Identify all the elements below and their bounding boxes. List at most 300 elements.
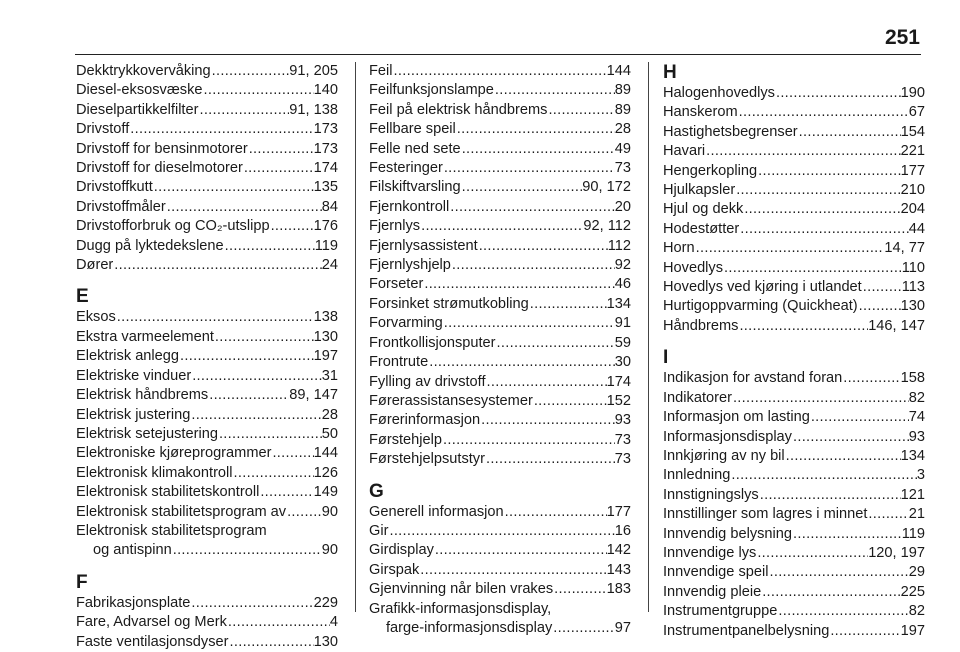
leader-dots [480,411,615,430]
index-entry [369,353,631,372]
index-term: Drivstoff for bensinmotorer [76,140,248,157]
index-pages: 91, 138 [289,101,338,118]
index-entry [76,101,338,120]
index-term: Forvarming [369,315,443,332]
leader-dots [218,425,322,444]
index-term: Drivstoffkutt [76,179,153,196]
index-term: Girspak [369,561,420,578]
index-pages: 73 [614,431,631,448]
leader-dots [486,373,607,392]
index-term: Hanskerom [663,104,738,121]
index-pages: 16 [614,522,631,539]
index-pages: 120, 197 [868,544,925,561]
index-entry [663,123,925,142]
index-term: Eksos [76,309,116,326]
index-pages: 110 [901,259,925,276]
index-entry [663,466,925,485]
leader-dots [862,278,902,297]
column-separator [355,62,356,612]
index-entry [369,619,631,638]
index-entry [663,84,925,103]
leader-dots [116,308,314,327]
index-term: Håndbrems [663,317,739,334]
index-pages: 138 [313,309,338,326]
leader-dots [730,466,917,485]
index-pages: 90, 172 [582,179,631,196]
leader-dots [792,428,909,447]
leader-dots [129,120,313,139]
index-term: Drivstofforbruk og CO₂-utslipp [76,218,270,235]
index-pages: 176 [313,218,338,235]
index-term: Innstillinger som lagres i minnet [663,506,868,523]
index-term: Hovedlys [663,259,724,276]
leader-dots [504,503,607,522]
index-pages: 177 [606,503,631,520]
index-entry [663,505,925,524]
leader-dots [768,563,908,582]
index-pages: 144 [606,63,631,79]
index-pages: 4 [329,614,338,631]
index-entry [76,503,338,522]
index-entry [76,217,338,236]
index-term: Hovedlys ved kjøring i utlandet [663,279,862,296]
index-pages: 50 [321,425,338,442]
index-pages: 28 [614,121,631,138]
index-entry [663,602,925,621]
index-pages: 142 [606,542,631,559]
leader-dots [208,386,289,405]
index-term: Informasjon om lasting [663,409,810,426]
index-entry [76,328,338,347]
index-pages: 84 [321,198,338,215]
leader-dots [757,162,901,181]
index-term: Elektrisk setejustering [76,425,218,442]
leader-dots [434,541,607,560]
index-pages: 28 [321,406,338,423]
index-entry [663,317,925,336]
index-term: Girdisplay [369,542,434,559]
leader-dots [270,217,314,236]
index-entry [663,103,925,122]
column-separator [648,62,649,612]
leader-dots [739,220,909,239]
index-entry [76,464,338,483]
index-pages: 90 [321,503,338,520]
index-entry [663,369,925,388]
leader-dots [420,217,583,236]
index-term: Dieselpartikkelfilter [76,101,199,118]
index-pages: 44 [908,220,925,237]
leader-dots [792,525,902,544]
index-pages: 135 [313,179,338,196]
leader-dots [179,347,314,366]
index-entry [76,483,338,502]
index-term: Elektrisk håndbrems [76,387,209,404]
index-term: Innvendig pleie [663,583,762,600]
index-term: Festeringer [369,160,443,177]
index-entry [663,297,925,316]
index-term: Drivstoffmåler [76,198,166,215]
leader-dots [738,103,909,122]
index-entry [663,220,925,239]
index-entry [663,200,925,219]
leader-dots [738,317,868,336]
index-pages: 177 [900,162,925,179]
index-term: Innvendige lys [663,544,757,561]
leader-dots [451,256,615,275]
index-term: Instrumentpanelbelysning [663,622,830,639]
index-term: Indikasjon for avstand foran [663,370,843,387]
index-entry [76,198,338,217]
index-pages: 143 [606,561,631,578]
index-pages: 225 [900,583,925,600]
index-pages: 197 [313,348,338,365]
leader-dots [829,622,900,641]
leader-dots [547,101,614,120]
leader-dots [388,522,614,541]
index-entry [369,159,631,178]
index-pages: 29 [908,564,925,581]
index-term: farge-informasjonsdisplay [386,619,553,636]
index-entry [663,525,925,544]
index-term: Filskiftvarsling [369,179,461,196]
index-column-1 [76,62,338,652]
index-term: Elektrisk anlegg [76,348,180,365]
index-pages: 197 [900,622,925,639]
index-term: Instrumentgruppe [663,603,778,620]
leader-dots [419,561,606,580]
index-entry [369,62,631,81]
index-term: Drivstoff for dieselmotorer [76,160,243,177]
index-term: Frontkollisjonsputer [369,334,496,351]
leader-dots [286,503,322,522]
leader-dots [461,178,583,197]
index-term: Informasjonsdisplay [663,428,792,445]
leader-dots [529,295,607,314]
index-term: Dører [76,257,114,274]
section-letter: H [663,62,677,83]
leader-dots [759,486,901,505]
index-pages: 31 [321,367,338,384]
index-entry [663,622,925,641]
index-term: Gjenvinning når bilen vrakes [369,581,554,598]
index-term: Fjernkontroll [369,198,450,215]
index-entry [369,275,631,294]
index-term: Halogenhovedlys [663,85,775,101]
index-entry [663,544,925,563]
leader-dots [867,505,908,524]
section-letter: G [369,480,384,502]
index-term: Innledning [663,467,731,484]
index-entry [76,541,338,560]
index-pages: 154 [900,123,925,140]
index-pages: 158 [900,370,925,387]
index-term: Fjernlys [369,218,421,235]
leader-dots [227,613,330,632]
index-term: Drivstoff [76,121,130,138]
index-pages: 126 [313,464,338,481]
index-pages: 174 [313,160,338,177]
index-term: Hjul og dekk [663,201,744,218]
index-pages: 30 [614,354,631,371]
leader-dots [478,237,608,256]
index-term: Feil på elektrisk håndbrems [369,101,548,118]
index-pages: 130 [313,633,338,650]
index-entry [663,239,925,258]
leader-dots [735,181,900,200]
index-term: Hurtigoppvarming (Quickheat) [663,298,858,315]
index-entry [76,613,338,632]
index-column-3 [663,62,925,641]
index-entry [369,522,631,541]
index-term: Hengerkopling [663,162,758,179]
leader-dots [723,259,902,278]
index-entry [663,428,925,447]
index-entry [663,447,925,466]
index-term: Dekktrykkovervåking [76,63,211,79]
leader-dots [494,81,615,100]
index-term: Fjernlysassistent [369,237,478,254]
leader-dots [243,159,314,178]
index-pages: 190 [900,85,925,101]
index-term: Horn [663,240,695,257]
index-pages: 149 [313,484,338,501]
leader-dots [190,594,313,613]
index-term: Innstigningslys [663,486,759,503]
index-pages: 82 [908,389,925,406]
leader-dots [485,450,615,469]
index-pages: 93 [908,428,925,445]
index-pages: 204 [900,201,925,218]
index-entry [663,181,925,200]
index-entry [663,389,925,408]
index-pages: 90 [321,542,338,559]
index-entry [369,314,631,333]
index-pages: 92, 112 [583,218,631,235]
index-pages: 119 [314,237,338,254]
index-pages: 49 [614,140,631,157]
leader-dots [842,369,900,388]
index-pages: 210 [900,182,925,199]
leader-dots [798,123,901,142]
index-term: Førerinformasjon [369,412,481,429]
index-entry [369,120,631,139]
index-entry [369,334,631,353]
index-term: Fellbare speil [369,121,456,138]
index-entry [369,541,631,560]
leader-dots [858,297,901,316]
index-entry [663,563,925,582]
index-entry [663,142,925,161]
index-pages: 92 [614,257,631,274]
index-pages: 146, 147 [868,317,925,334]
index-entry [369,450,631,469]
index-pages: 173 [313,121,338,138]
leader-dots [229,633,314,652]
leader-dots [533,392,607,411]
index-pages: 24 [321,257,338,274]
index-pages: 152 [606,392,631,409]
index-term: Gir [369,522,389,539]
index-entry [369,580,631,599]
index-term: Elektronisk stabilitetskontroll [76,484,260,501]
index-pages: 174 [606,373,631,390]
index-pages: 134 [900,447,925,464]
section-letter: I [663,347,669,369]
index-term: Innkjøring av ny bil [663,447,785,464]
index-pages: 59 [614,334,631,351]
index-term: Elektronisk stabilitetsprogram av [76,503,287,520]
index-term: Diesel-eksosvæske [76,82,203,99]
leader-dots [224,237,315,256]
leader-dots [428,353,615,372]
index-pages: 14, 77 [884,240,925,257]
index-term: Elektronisk klimakontroll [76,464,233,481]
leader-dots [393,62,607,81]
index-pages: 121 [900,486,925,503]
index-term: Frontrute [369,354,429,371]
index-entry [76,444,338,463]
index-pages: 89, 147 [289,387,338,404]
index-entry [663,583,925,602]
index-entry [76,237,338,256]
index-term: Hastighetsbegrenser [663,123,798,140]
index-entry [663,278,925,297]
leader-dots [233,464,314,483]
index-pages: 112 [607,237,631,254]
index-pages: 119 [901,525,925,542]
index-pages: 97 [614,619,631,636]
index-pages: 221 [900,143,925,160]
leader-dots [777,602,908,621]
index-pages: 82 [908,603,925,620]
index-entry [369,217,631,236]
leader-dots [461,140,615,159]
leader-dots [214,328,314,347]
index-term: Elektroniske kjøreprogrammer [76,445,272,462]
index-entry [369,392,631,411]
index-entry [76,62,338,81]
index-entry [369,256,631,275]
leader-dots [743,200,900,219]
index-term: Grafikk-informasjonsdisplay, [369,600,552,617]
index-term: Dugg på lyktedekslene [76,237,224,254]
leader-dots [761,583,900,602]
index-entry [76,522,338,541]
leader-dots [456,120,615,139]
index-entry [369,140,631,159]
index-pages: 113 [901,279,925,296]
leader-dots [705,142,900,161]
index-term: Fylling av drivstoff [369,373,486,390]
leader-dots [553,580,606,599]
index-pages: 73 [614,451,631,468]
index-pages: 229 [313,594,338,611]
index-entry [369,503,631,522]
index-pages: 3 [916,467,925,484]
index-term: Indikatorer [663,389,732,406]
index-term: Førstehjelpsutstyr [369,451,485,468]
leader-dots [172,541,322,560]
index-entry [369,431,631,450]
header-rule [75,54,921,55]
index-entry [369,411,631,430]
leader-dots [443,159,615,178]
index-entry [76,406,338,425]
leader-dots [198,101,289,120]
index-pages: 46 [614,276,631,293]
index-entry [76,178,338,197]
leader-dots [732,389,909,408]
index-entry [76,367,338,386]
index-entry [369,101,631,120]
page-number: 251 [884,26,920,49]
leader-dots [785,447,901,466]
index-entry [76,594,338,613]
index-entry [663,408,925,427]
index-pages: 91 [614,315,631,332]
leader-dots [442,431,615,450]
index-term: Elektriske vinduer [76,367,192,384]
index-term: Havari [663,143,706,160]
index-term: Hjulkapsler [663,182,736,199]
leader-dots [810,408,909,427]
index-term: Innvendige speil [663,564,769,581]
leader-dots [259,483,313,502]
index-entry [369,81,631,100]
index-entry [369,373,631,392]
leader-dots [166,198,322,217]
leader-dots [211,62,290,81]
index-pages: 74 [908,409,925,426]
index-term: Feil [369,63,393,79]
leader-dots [190,406,321,425]
index-entry [76,308,338,327]
index-entry [663,259,925,278]
index-entry [369,561,631,580]
leader-dots [775,84,901,103]
index-pages: 130 [900,298,925,315]
index-term: Feilfunksjonslampe [369,82,494,99]
index-pages: 89 [614,101,631,118]
index-term: Førerassistansesystemer [369,392,533,409]
index-pages: 67 [908,104,925,121]
index-term: Felle ned sete [369,140,461,157]
index-entry [663,162,925,181]
index-term: Generell informasjon [369,503,504,520]
index-pages: 73 [614,160,631,177]
index-term: Hodestøtter [663,220,740,237]
leader-dots [203,81,314,100]
index-pages: 140 [313,82,338,99]
index-term: Innvendig belysning [663,525,793,542]
index-entry [76,256,338,275]
leader-dots [191,367,322,386]
index-entry [76,386,338,405]
index-term: Elektronisk stabilitetsprogram [76,522,267,539]
index-term: Forsinket strømutkobling [369,295,529,312]
index-term: Faste ventilasjonsdyser [76,633,229,650]
index-entry [76,81,338,100]
index-pages: 91, 205 [289,63,338,79]
index-term: Fabrikasjonsplate [76,594,191,611]
section-letter: F [76,571,88,593]
leader-dots [449,198,614,217]
index-entry [369,178,631,197]
index-entry [369,198,631,217]
index-entry [76,347,338,366]
leader-dots [552,619,614,638]
